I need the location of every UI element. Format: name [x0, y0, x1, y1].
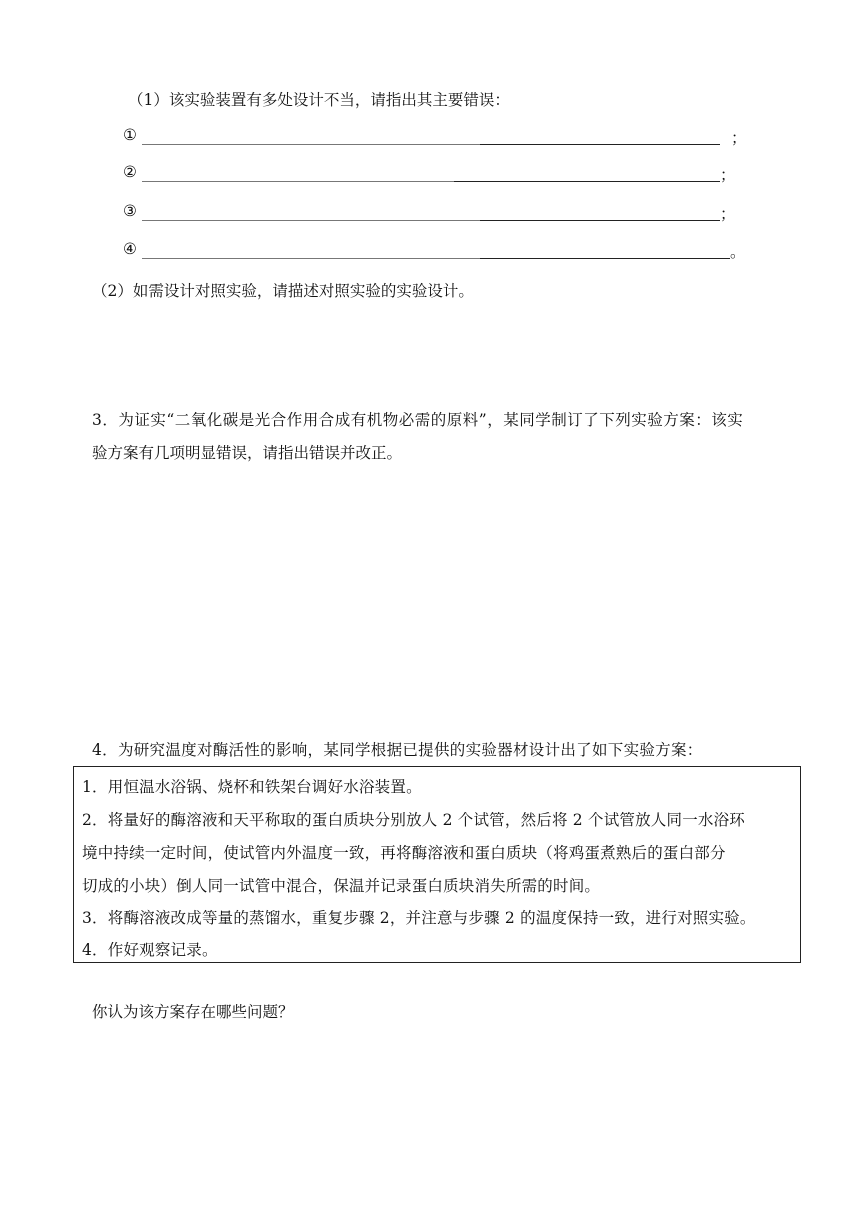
answer-line-bold: [480, 144, 720, 145]
question-4-prompt: 你认为该方案存在哪些问题？: [92, 1003, 294, 1021]
blank-number: ②: [123, 163, 137, 181]
plan-step-line: 4．作好观察记录。: [82, 941, 218, 959]
plan-step-line: 3．将酶溶液改成等量的蒸馏水，重复步骤 2，并注意与步骤 2 的温度保持一致，进行对照实验。: [82, 909, 756, 927]
plan-step-line: 切成的小块）倒人同一试管中混合，保温并记录蛋白质块消失所需的时间。: [82, 877, 601, 895]
answer-line-thin: [142, 181, 454, 182]
blank-end-mark: ；: [731, 129, 747, 147]
question-2-prompt: （2）如需设计对照实验，请描述对照实验的实验设计。: [92, 282, 474, 300]
answer-line-bold: [480, 258, 730, 259]
answer-line-thin: [142, 144, 480, 145]
blank-end-mark: ；: [720, 166, 736, 184]
blank-end-mark: 。: [730, 243, 746, 261]
plan-step-line: 境中持续一定时间，使试管内外温度一致，再将酶溶液和蛋白质块（将鸡蛋煮熟后的蛋白部分: [82, 844, 726, 862]
blank-number: ①: [123, 126, 137, 144]
plan-step-line: 1．用恒温水浴锅、烧杯和铁架台调好水浴装置。: [82, 778, 422, 796]
question-3-line-2: 验方案有几项明显错误，请指出错误并改正。: [92, 444, 403, 462]
answer-line-thin: [142, 220, 480, 221]
answer-line-bold: [480, 220, 720, 221]
question-1-prompt: （1）该实验装置有多处设计不当，请指出其主要错误：: [128, 91, 510, 109]
plan-step-line: 2．将量好的酶溶液和天平称取的蛋白质块分别放人 2 个试管，然后将 2 个试管放人同一水浴环: [82, 811, 745, 829]
answer-line-thin: [142, 258, 480, 259]
question-4-intro: 4．为研究温度对酶活性的影响，某同学根据已提供的实验器材设计出了如下实验方案：: [92, 741, 703, 759]
blank-number: ④: [123, 240, 137, 258]
answer-line-bold: [454, 181, 720, 182]
question-3-line-1: 3．为证实“二氧化碳是光合作用合成有机物必需的原料”，某同学制订了下列实验方案：该实: [92, 411, 744, 429]
experiment-plan-box: [73, 766, 801, 963]
blank-number: ③: [123, 202, 137, 220]
blank-end-mark: ；: [720, 205, 736, 223]
